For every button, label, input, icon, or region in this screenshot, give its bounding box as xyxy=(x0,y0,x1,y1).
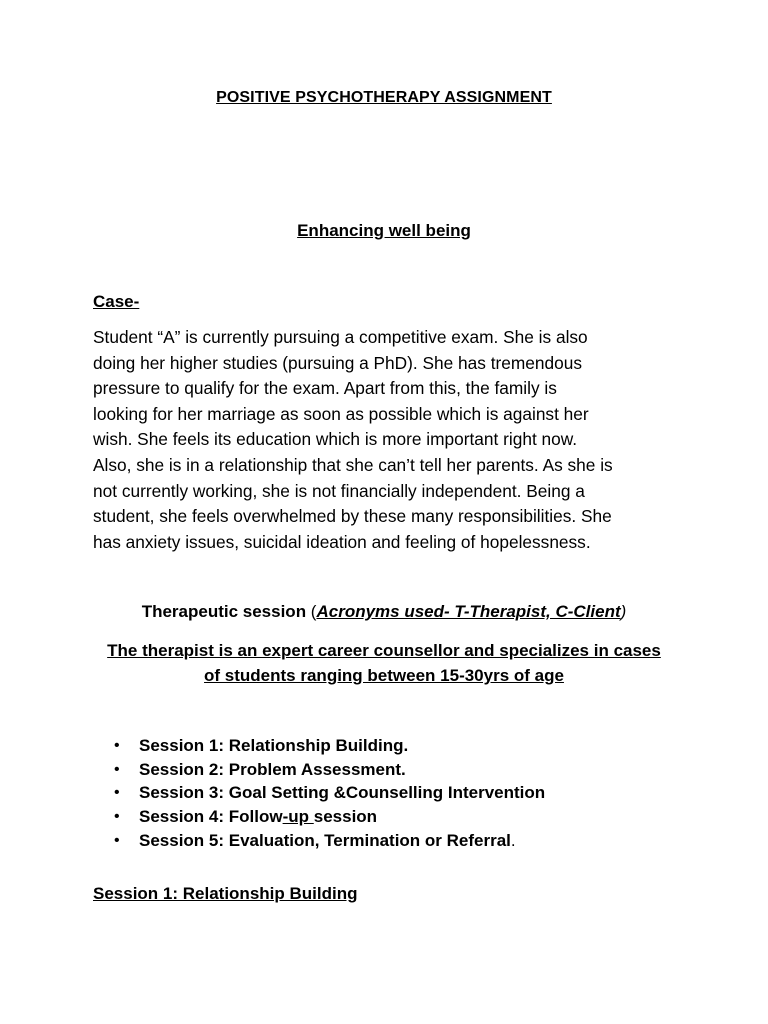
session-item-label: Session 1: Relationship Building. xyxy=(139,736,409,755)
bullet-icon: • xyxy=(114,808,120,826)
acronyms-note: Acronyms used- T-Therapist, C-Client xyxy=(316,602,621,621)
bullet-icon: • xyxy=(114,737,120,754)
list-item xyxy=(112,734,545,758)
section-heading: Session 1: Relationship Building xyxy=(93,884,358,903)
bullet-icon: • xyxy=(114,760,120,778)
case-line: has anxiety issues, suicidal ideation and feeling of hopelessness. xyxy=(93,531,591,552)
session-item-text: -up xyxy=(282,807,314,827)
session-item-label xyxy=(139,831,516,850)
case-line: pressure to qualify for the exam. Apart from this, the family is xyxy=(93,378,557,399)
session-item-text: session xyxy=(313,807,378,827)
session-item-text: Session 4: Follow xyxy=(139,807,283,827)
therapist-note-line: The therapist is an expert career counsellor and specializes in cases xyxy=(107,641,661,660)
list-item xyxy=(112,758,545,782)
document-title: POSITIVE PSYCHOTHERAPY ASSIGNMENT xyxy=(216,89,552,106)
session-item-text: . xyxy=(510,830,516,850)
therapeutic-session-label: Therapeutic session xyxy=(141,602,307,621)
therapist-description xyxy=(0,638,768,688)
session-item-label: Session 3: Goal Setting &Counselling Intervention xyxy=(139,783,546,803)
case-line: doing her higher studies (pursuing a PhD). She has tremendous xyxy=(93,352,582,373)
list-item xyxy=(112,829,545,853)
bullet-icon: • xyxy=(114,784,120,802)
case-line: wish. She feels its education which is more important right now. xyxy=(93,429,578,450)
case-line: not currently working, she is not financially independent. Being a xyxy=(93,480,585,501)
bullet-icon: • xyxy=(114,831,120,849)
list-item xyxy=(112,781,545,805)
therapist-note-line: of students ranging between 15-30yrs of age xyxy=(204,666,564,685)
session-item-label: Session 2: Problem Assessment. xyxy=(139,759,406,779)
open-paren: ( xyxy=(306,602,317,621)
session-item-label xyxy=(139,807,377,826)
therapeutic-session-heading xyxy=(0,602,768,622)
case-description xyxy=(93,325,683,555)
session-item-text: Session 5: Evaluation, Termination or Referral xyxy=(139,830,511,850)
case-heading: Case- xyxy=(93,292,140,311)
close-paren: ) xyxy=(620,602,627,621)
case-line: looking for her marriage as soon as possible which is against her xyxy=(93,403,589,424)
case-line: student, she feels overwhelmed by these many responsibilities. She xyxy=(93,506,612,527)
case-line: Student “A” is currently pursuing a competitive exam. She is also xyxy=(93,327,588,347)
document-subtitle: Enhancing well being xyxy=(297,221,471,240)
case-line: Also, she is in a relationship that she can’t tell her parents. As she is xyxy=(93,454,613,475)
session-list xyxy=(112,734,545,853)
list-item xyxy=(112,805,545,829)
